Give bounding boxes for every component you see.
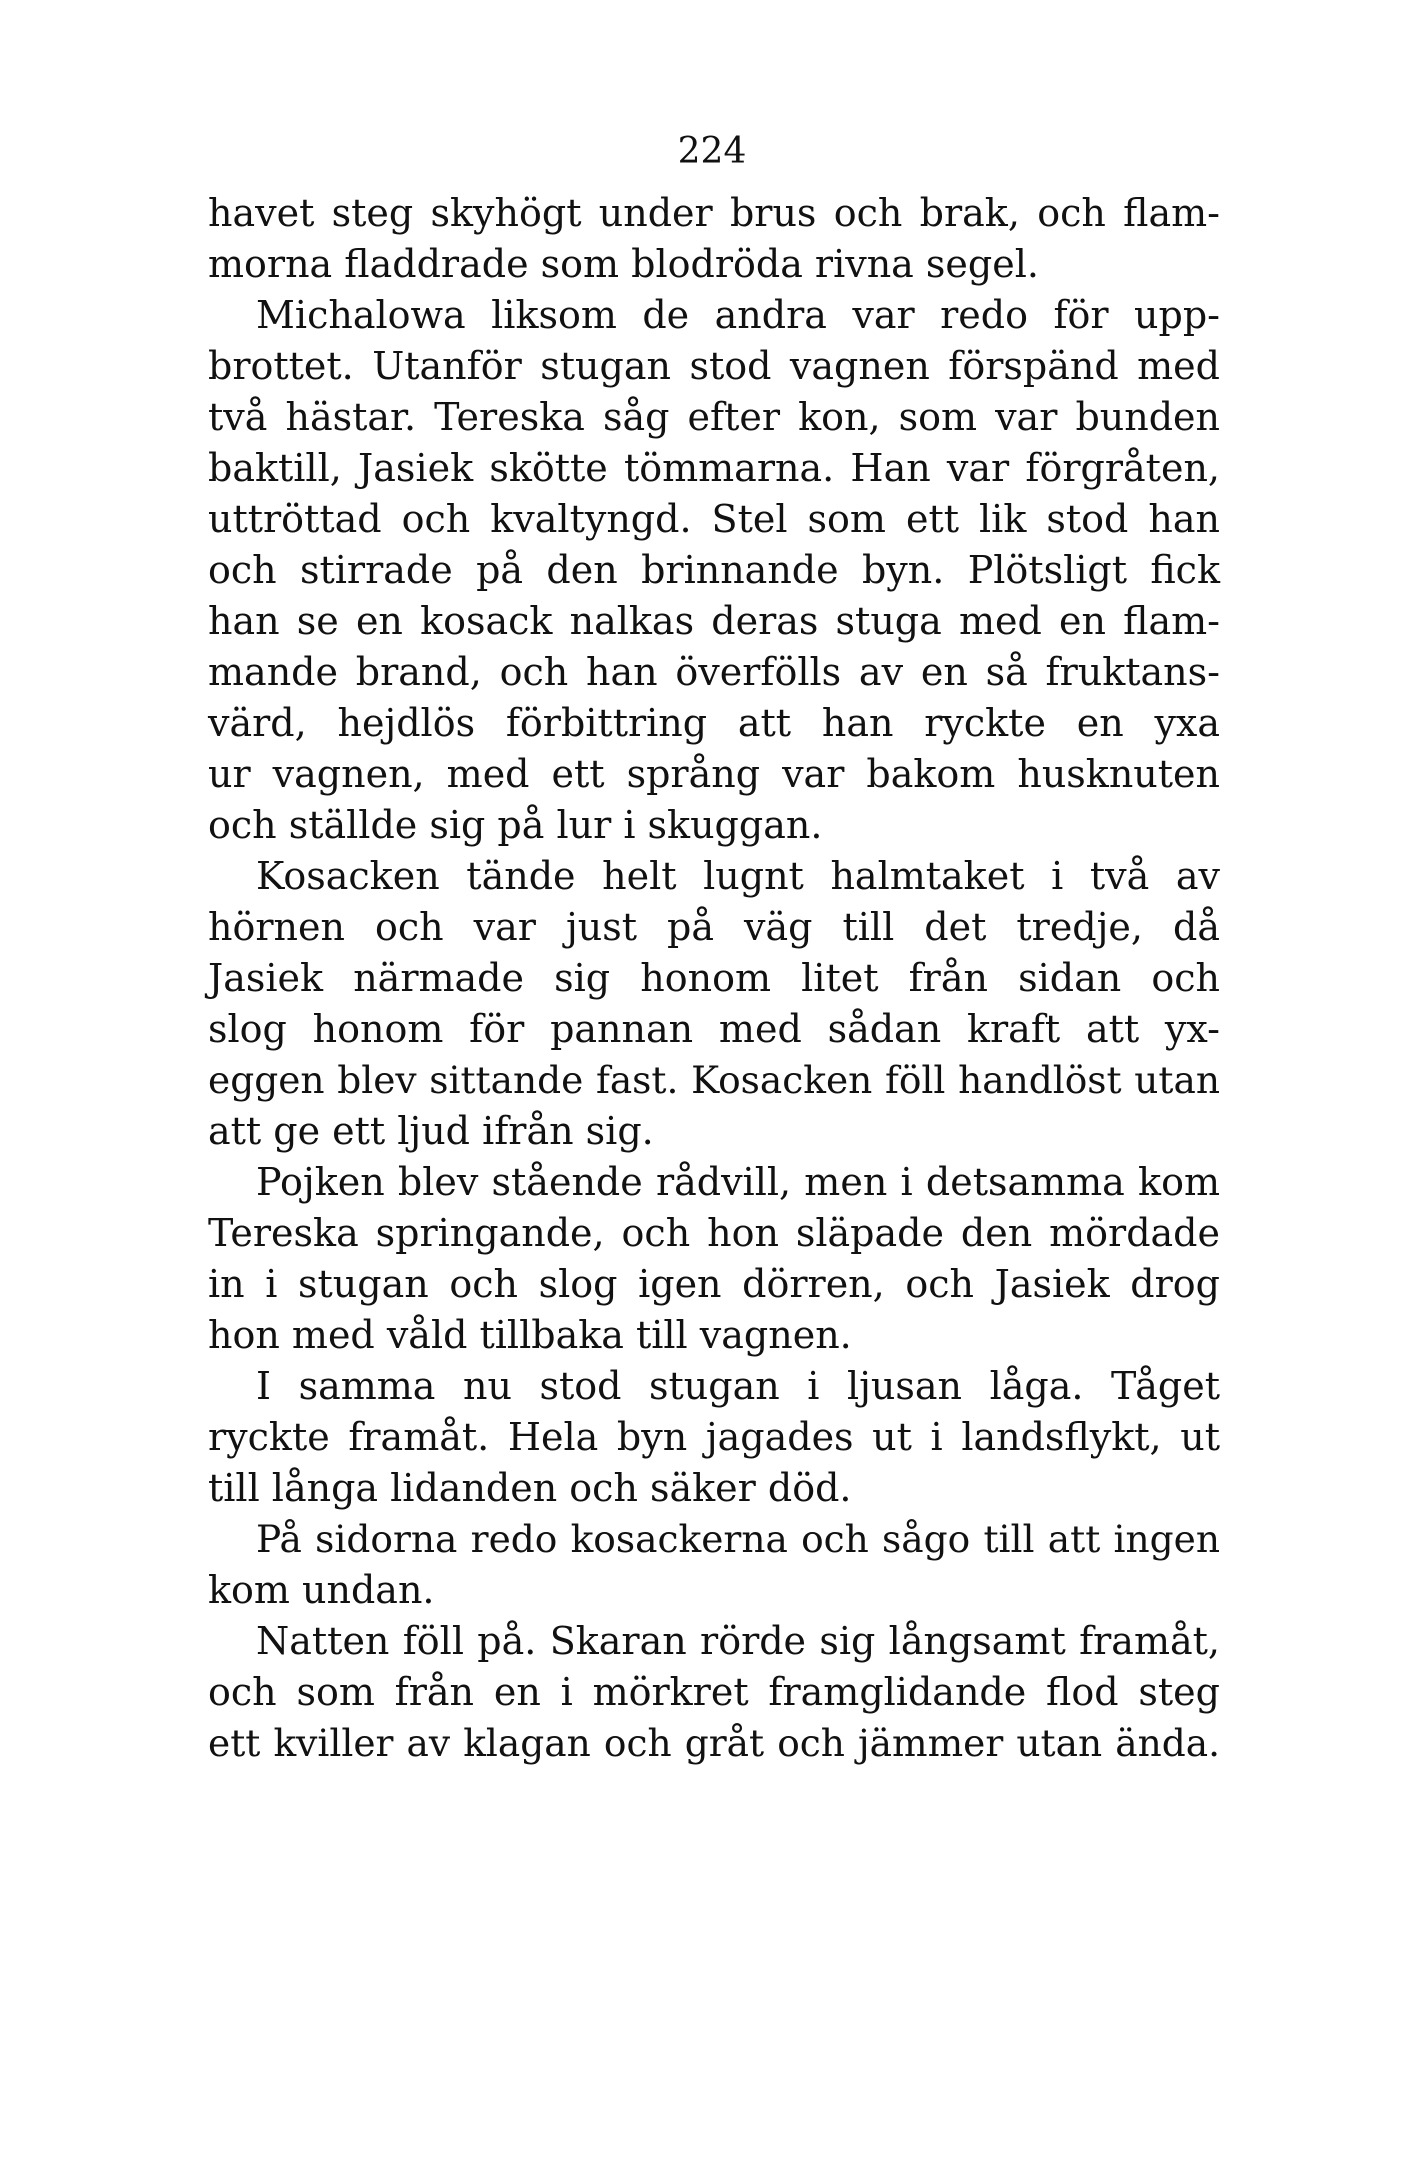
text-line: eggen blev sittande fast. Kosacken föll handlöst utan xyxy=(208,1058,1220,1102)
text-line: han se en kosack nalkas deras stuga med en flam- xyxy=(208,599,1220,643)
text-line: mande brand, och han överfölls av en så fruktans- xyxy=(208,650,1220,694)
text-line: och stirrade på den brinnande byn. Plötsligt fick xyxy=(208,548,1220,592)
text-line: att ge ett ljud ifrån sig. xyxy=(208,1109,654,1153)
text-line: havet steg skyhögt under brus och brak, och flam- xyxy=(208,191,1220,235)
text-line: morna fladdrade som blodröda rivna segel. xyxy=(208,242,1039,286)
paragraph-first-line: Natten föll på. Skaran rörde sig långsamt framåt, xyxy=(256,1619,1220,1663)
text-line: in i stugan och slog igen dörren, och Jasiek drog xyxy=(208,1262,1220,1306)
paragraph-first-line: På sidorna redo kosackerna och sågo till att ingen xyxy=(256,1517,1220,1561)
paragraph-first-line: Pojken blev stående rådvill, men i detsamma kom xyxy=(256,1160,1220,1204)
text-line: ett kviller av klagan och gråt och jämmer utan ända. xyxy=(208,1721,1220,1765)
text-line: två hästar. Tereska såg efter kon, som var bunden xyxy=(208,395,1220,439)
text-line: uttröttad och kvaltyngd. Stel som ett lik stod han xyxy=(208,497,1220,541)
text-line: brottet. Utanför stugan stod vagnen förspänd med xyxy=(208,344,1220,388)
text-line: hörnen och var just på väg till det tredje, då xyxy=(208,905,1220,949)
text-line: Jasiek närmade sig honom litet från sidan och xyxy=(208,956,1220,1000)
text-line: värd, hejdlös förbittring att han ryckte en yxa xyxy=(208,701,1220,745)
text-line: baktill, Jasiek skötte tömmarna. Han var förgråten, xyxy=(208,446,1220,490)
text-line: ur vagnen, med ett språng var bakom husknuten xyxy=(208,752,1220,796)
page-number: 224 xyxy=(677,131,747,172)
paragraph-first-line: Michalowa liksom de andra var redo för upp- xyxy=(256,293,1220,337)
text-line: till långa lidanden och säker död. xyxy=(208,1466,852,1510)
text-line: ryckte framåt. Hela byn jagades ut i landsflykt, ut xyxy=(208,1415,1220,1459)
paragraph-first-line: I samma nu stod stugan i ljusan låga. Tåget xyxy=(256,1364,1220,1408)
text-line: Tereska springande, och hon släpade den mördade xyxy=(208,1211,1220,1255)
text-line: kom undan. xyxy=(208,1568,435,1612)
text-line: hon med våld tillbaka till vagnen. xyxy=(208,1313,852,1357)
paragraph-first-line: Kosacken tände helt lugnt halmtaket i två av xyxy=(256,854,1220,898)
text-line: och ställde sig på lur i skuggan. xyxy=(208,803,823,847)
body-text xyxy=(208,188,1220,1769)
text-line: slog honom för pannan med sådan kraft att yx- xyxy=(208,1007,1220,1051)
text-line: och som från en i mörkret framglidande flod steg xyxy=(208,1670,1220,1714)
